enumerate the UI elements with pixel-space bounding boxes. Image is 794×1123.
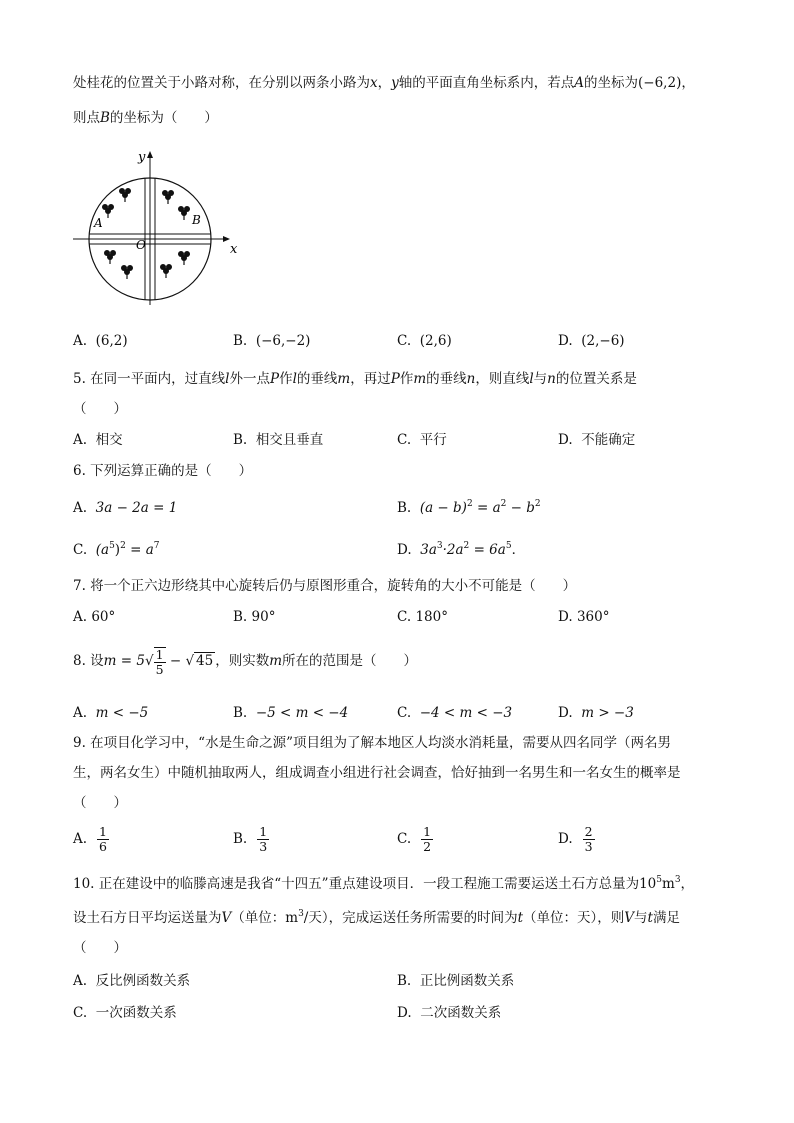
exponent: 2 [120, 541, 126, 551]
var-m: m [337, 371, 351, 387]
q6-stem: 6. 下列运算正确的是（ ） [73, 463, 253, 479]
option-label: B. [233, 831, 248, 847]
text: 8. 设 [73, 653, 104, 669]
text: 的位置关系是 [555, 371, 637, 387]
option-label: D. [558, 705, 573, 721]
q4-option-d[interactable] [558, 331, 625, 351]
number: 10 [639, 876, 657, 892]
var-v: V [624, 910, 635, 926]
q7-option-b[interactable] [233, 607, 275, 627]
q4-option-b[interactable] [233, 331, 310, 351]
fraction [257, 825, 269, 854]
var-p: P [390, 371, 400, 387]
q4-stem-line2 [73, 108, 218, 128]
expr: = a [125, 542, 154, 558]
expr: (a [95, 542, 110, 558]
var-n: n [466, 371, 476, 387]
exponent: 5 [505, 541, 512, 551]
q4-figure [70, 145, 245, 310]
option-text: m > −3 [581, 705, 634, 721]
var-l: l [292, 371, 297, 387]
expr: ·2a [442, 542, 464, 558]
expr: (a − b) [419, 500, 467, 516]
q7-option-d[interactable] [558, 607, 609, 627]
numerator: 1 [155, 646, 164, 662]
q5-stem-line1 [73, 369, 637, 389]
expr: − b [506, 500, 535, 516]
numerator: 2 [584, 824, 593, 839]
axis-y-label: y [138, 150, 146, 165]
numerator: 1 [423, 824, 432, 839]
sqrt-frac: √ $\frac{1}{5}$ [144, 646, 164, 677]
option-text: 一次函数关系 [95, 1005, 177, 1021]
q8-stem [73, 646, 417, 677]
option-label: D. [558, 609, 573, 625]
option-label: C. [397, 609, 412, 625]
option-label: A. [73, 500, 88, 516]
var-v: V [221, 910, 232, 926]
text: ，则实数 [215, 653, 270, 669]
option-label: A. [73, 973, 88, 989]
exponent: 3 [436, 541, 443, 551]
text: 外一点 [229, 371, 270, 387]
option-text: 90° [251, 609, 276, 625]
option-label: D. [397, 1005, 412, 1021]
q10-stem-line2 [73, 908, 680, 928]
text: （单位：天），则 [523, 910, 625, 926]
option-text: 3a − 2a = 1 [95, 500, 178, 516]
unit: m [662, 876, 675, 892]
q7-option-c[interactable] [397, 607, 448, 627]
numerator: 1 [259, 824, 268, 839]
option-text: 60° [91, 609, 116, 625]
radicand: 45 [196, 653, 214, 669]
text: 所在的范围是（ ） [282, 653, 418, 669]
option-label: B. [233, 333, 248, 349]
var-l: l [225, 371, 230, 387]
y-axis-arrow [147, 151, 153, 158]
option-label: D. [397, 542, 412, 558]
formula-part: − [165, 653, 186, 669]
var-l: l [529, 371, 534, 387]
denominator: 3 [259, 839, 268, 854]
expr: ) [114, 542, 121, 558]
coord-a: (−6,2) [638, 75, 682, 91]
text: 满足 [652, 910, 680, 926]
option-text: 二次函数关系 [420, 1005, 502, 1021]
unit: m [285, 910, 299, 926]
option-label: C. [73, 542, 88, 558]
exponent: 7 [153, 541, 160, 551]
q10-option-c[interactable] [73, 1003, 177, 1023]
exponent: 3 [298, 909, 304, 919]
option-label: D. [558, 432, 573, 448]
option-label: A. [73, 705, 88, 721]
text: 的垂线 [296, 371, 338, 387]
q10-option-b[interactable] [397, 971, 514, 991]
option-label: B. [233, 432, 248, 448]
option-text: (2,6) [419, 333, 452, 349]
q8-option-d[interactable] [558, 703, 634, 723]
var-m: m [269, 653, 283, 669]
q8-option-c[interactable] [397, 703, 512, 723]
text: ， [680, 876, 695, 892]
option-label: A. [73, 831, 88, 847]
option-label: C. [73, 1005, 88, 1021]
option-text: 平行 [419, 432, 447, 448]
q4-option-c[interactable] [397, 331, 452, 351]
option-text: m < −5 [95, 705, 149, 721]
text: 的坐标为 [584, 75, 639, 91]
text: 的坐标为（ ） [109, 110, 218, 126]
text: ，则直线 [475, 371, 530, 387]
q6-option-b[interactable] [397, 498, 541, 518]
text: ， [681, 75, 695, 91]
option-label: C. [397, 831, 412, 847]
option-label: D. [558, 333, 573, 349]
option-label: B. [233, 609, 248, 625]
option-text: (2,−6) [581, 333, 625, 349]
exponent: 5 [109, 541, 115, 551]
q5-option-c[interactable] [397, 430, 447, 450]
text: （单位： [231, 910, 286, 926]
exponent: 2 [466, 499, 473, 509]
option-text: 360° [576, 609, 610, 625]
option-text: 相交且垂直 [255, 432, 324, 448]
option-text: −4 < m < −3 [419, 705, 513, 721]
q6-option-d[interactable] [397, 540, 525, 560]
exponent: 2 [500, 499, 507, 509]
exponent: 2 [463, 541, 470, 551]
q6-option-c[interactable] [73, 540, 160, 560]
q8-option-b[interactable] [233, 703, 348, 723]
q9-stem-line3: （ ） [73, 795, 127, 811]
fraction [583, 825, 595, 854]
q10-option-a[interactable] [73, 971, 190, 991]
text: 则点 [73, 110, 100, 126]
q10-option-d[interactable] [397, 1003, 501, 1023]
q6-option-a[interactable] [73, 498, 177, 518]
q5-stem-line2: （ ） [73, 401, 127, 417]
option-label: B. [397, 973, 412, 989]
q10-stem-line1 [73, 874, 694, 894]
axis-x-label: x [230, 242, 238, 257]
option-label: C. [397, 705, 412, 721]
fraction [97, 825, 109, 854]
text: 作 [279, 371, 293, 387]
option-text: −5 < m < −4 [255, 705, 349, 721]
var-x: x [370, 75, 378, 91]
q5-option-a[interactable] [73, 430, 123, 450]
option-text: (−6,−2) [255, 333, 311, 349]
text: 轴的平面直角坐标系内，若点 [398, 75, 575, 91]
q9-stem-line1: 9. 在项目化学习中，“水是生命之源”项目组为了解本地区人均淡水消耗量，需要从四名同学（两名男 [73, 735, 671, 751]
var-y: y [391, 75, 399, 91]
fraction [421, 825, 433, 854]
denominator: 6 [99, 839, 107, 854]
point-b-label: B [192, 213, 201, 227]
numerator: 1 [99, 824, 107, 839]
q9-option-d[interactable] [558, 825, 595, 854]
exponent: 5 [656, 875, 662, 885]
q7-stem: 7. 将一个正六边形绕其中心旋转后仍与原图形重合，旋转角的大小不可能是（ ） [73, 578, 577, 594]
point-a-label: A [94, 216, 103, 230]
var-b: B [100, 110, 110, 126]
option-label: D. [558, 831, 573, 847]
option-label: A. [73, 432, 88, 448]
q9-stem-line2: 生，两名女生）中随机抽取两人，组成调查小组进行社会调查，恰好抽到一名男生和一名女生的概率是 [73, 765, 681, 781]
var-n: n [547, 371, 556, 387]
option-label: A. [73, 333, 88, 349]
q4-stem-line1 [73, 73, 695, 93]
text: 5. 在同一平面内，过直线 [73, 371, 226, 387]
option-text: 反比例函数关系 [95, 973, 191, 989]
q7-option-a[interactable] [73, 607, 115, 627]
q4-option-a[interactable] [73, 331, 128, 351]
formula-part: m = 5 [103, 653, 145, 669]
text: /天），完成运送任务所需要的时间为 [303, 910, 518, 926]
sqrt: √ 45 [185, 653, 214, 669]
q9-option-a[interactable] [73, 825, 109, 854]
q9-option-b[interactable] [233, 825, 269, 854]
text: 与 [634, 910, 648, 926]
var-t: t [647, 910, 653, 926]
expr: ． [511, 542, 526, 558]
var-a: A [574, 75, 585, 91]
text: ， [377, 75, 392, 91]
denominator: 3 [584, 839, 593, 854]
option-label: B. [233, 705, 248, 721]
option-label: B. [397, 500, 412, 516]
option-text: 不能确定 [581, 432, 636, 448]
var-t: t [517, 910, 524, 926]
denominator: 2 [423, 839, 432, 854]
text: 10. 正在建设中的临滕高速是我省“十四五”重点建设项目．一段工程施工需要运送土石方总量为 [73, 876, 640, 892]
option-text: (6,2) [95, 333, 128, 349]
expr: 3a [420, 542, 437, 558]
text: 设土石方日平均运送量为 [73, 910, 222, 926]
option-label: C. [397, 333, 412, 349]
q9-option-c[interactable] [397, 825, 433, 854]
option-text: 正比例函数关系 [419, 973, 515, 989]
option-text: 相交 [95, 432, 123, 448]
option-label: C. [397, 432, 412, 448]
q10-stem-line3: （ ） [73, 940, 127, 956]
text: 与 [533, 371, 548, 387]
q8-option-a[interactable] [73, 703, 148, 723]
text: 作 [399, 371, 414, 387]
exponent: 2 [534, 499, 541, 509]
origin-label: O [136, 238, 146, 252]
q5-option-b[interactable] [233, 430, 323, 450]
expr: = a [472, 500, 501, 516]
q5-option-d[interactable] [558, 430, 635, 450]
text: 处桂花的位置关于小路对称，在分别以两条小路为 [73, 75, 370, 91]
var-m: m [413, 371, 427, 387]
text: ，再过 [350, 371, 391, 387]
option-label: A. [73, 609, 88, 625]
expr: = 6a [469, 542, 506, 558]
option-text: 180° [415, 609, 448, 625]
denominator: 5 [155, 661, 164, 677]
exponent: 3 [674, 875, 681, 885]
x-axis-arrow [223, 236, 230, 242]
text: 的垂线 [426, 371, 467, 387]
var-p: P [270, 371, 280, 387]
